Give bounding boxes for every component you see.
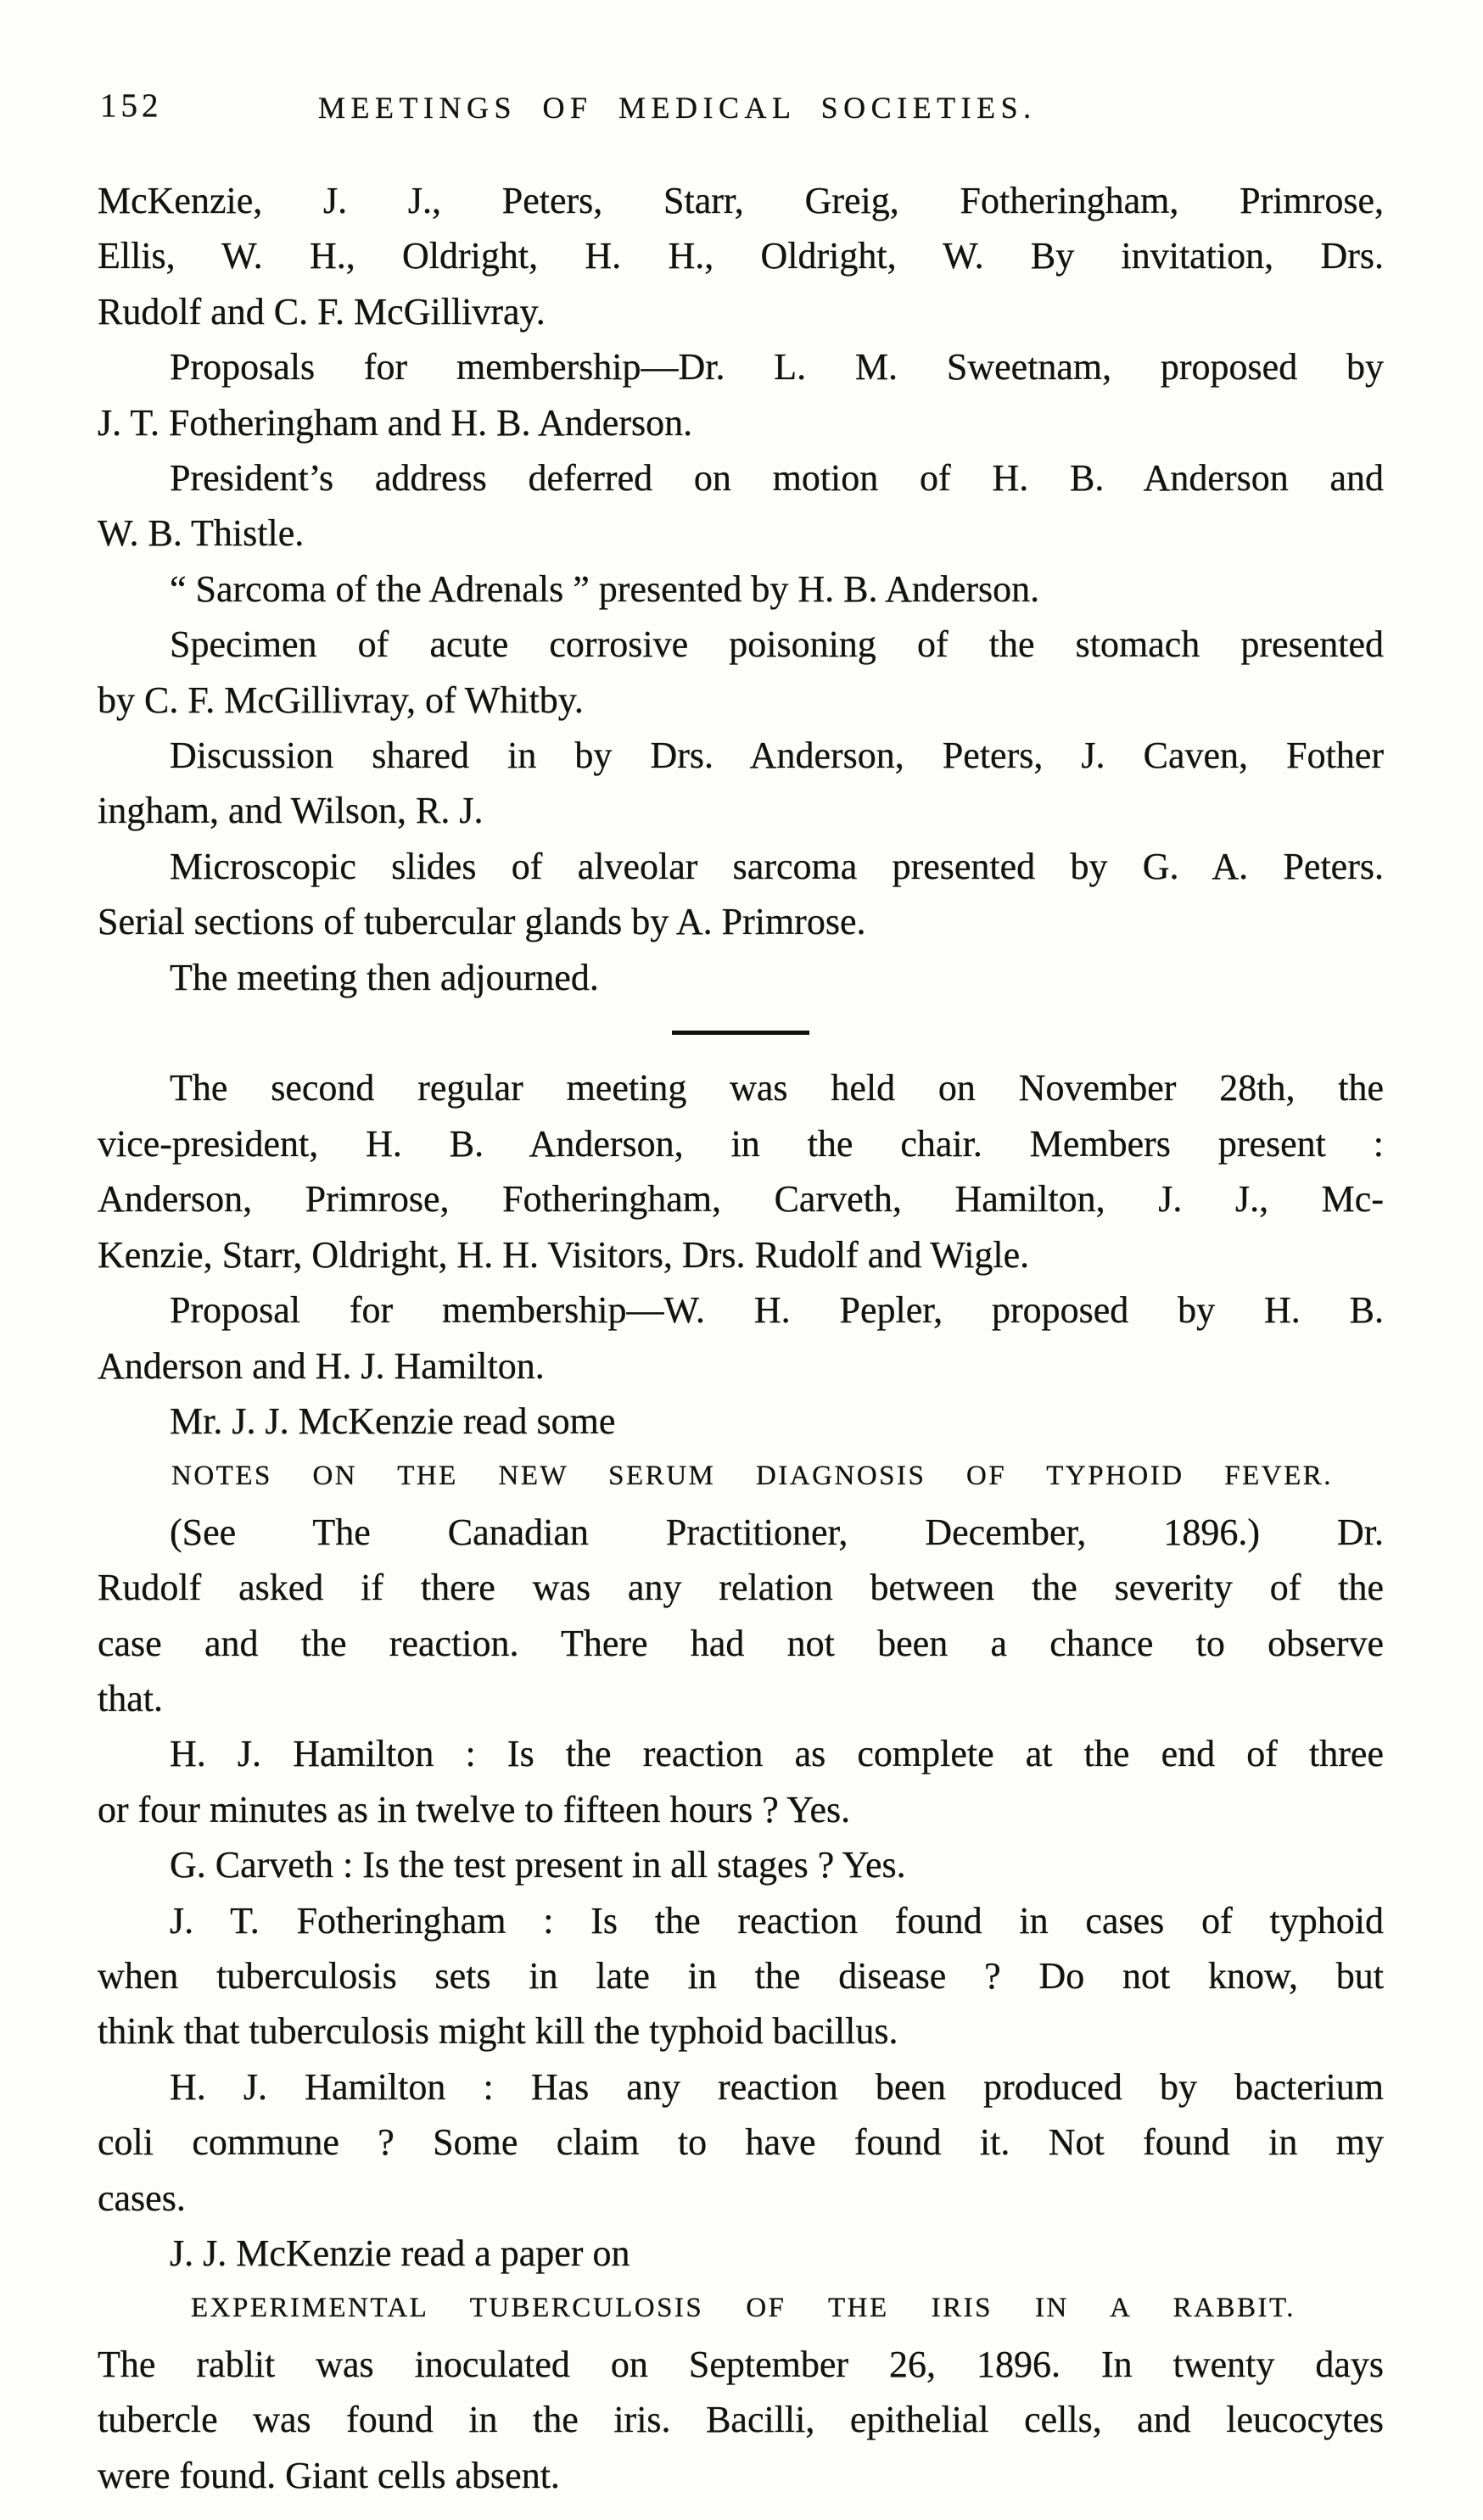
text-line: The meeting then adjourned. bbox=[170, 956, 599, 998]
text-line: Anderson, Primrose, Fotheringham, Carveth, Hamilton, J. J., Mc- bbox=[98, 1178, 1384, 1221]
text-line: Mr. J. J. McKenzie read some bbox=[170, 1400, 616, 1442]
text-line: The rablit was inoculated on September 26, 1896. In twenty days bbox=[98, 2343, 1384, 2385]
divider-rule bbox=[672, 1031, 809, 1035]
text-line: J. J. McKenzie read a paper on bbox=[170, 2232, 630, 2275]
text-line: Serial sections of tubercular glands by A. Primrose. bbox=[98, 901, 866, 943]
text-line: tubercle was found in the iris. Bacilli, epithelial cells, and leucocytes bbox=[98, 2399, 1384, 2441]
section-heading: EXPERIMENTAL TUBERCULOSIS OF THE IRIS IN A RABBIT. bbox=[191, 2293, 1296, 2324]
text-line: Discussion shared in by Drs. Anderson, Peters, J. Caven, Fother bbox=[170, 735, 1384, 777]
text-line: Proposal for membership—W. H. Pepler, proposed by H. B. bbox=[170, 1289, 1384, 1332]
text-line: “ Sarcoma of the Adrenals ” presented by H. B. Anderson. bbox=[170, 567, 1040, 610]
text-line: W. B. Thistle. bbox=[98, 512, 305, 555]
text-line: Anderson and H. J. Hamilton. bbox=[98, 1344, 545, 1387]
text-line: Rudolf and C. F. McGillivray. bbox=[98, 290, 546, 332]
running-header-title: MEETINGS OF MEDICAL SOCIETIES. bbox=[318, 91, 1037, 125]
text-line: G. Carveth : Is the test present in all stages ? Yes. bbox=[170, 1844, 906, 1886]
section-divider bbox=[98, 1005, 1384, 1060]
text-line: Microscopic slides of alveolar sarcoma presented by G. A. Peters. bbox=[170, 845, 1384, 887]
text-line: McKenzie, J. J., Peters, Starr, Greig, Fotheringham, Primrose, bbox=[98, 180, 1384, 221]
text-line: Proposals for membership—Dr. L. M. Sweetnam, proposed by bbox=[170, 346, 1384, 388]
text-line: when tuberculosis sets in late in the disease ? Do not know, but bbox=[98, 1954, 1384, 1997]
text-line: were found. Giant cells absent. bbox=[98, 2454, 560, 2496]
text-line: J. T. Fotheringham : Is the reaction found in cases of typhoid bbox=[170, 1899, 1384, 1942]
text-line: Specimen of acute corrosive poisoning of the stomach presented bbox=[170, 623, 1384, 666]
text-line: coli commune ? Some claim to have found it. Not found in my bbox=[98, 2121, 1384, 2164]
text-line: case and the reaction. There had not been a chance to observe bbox=[98, 1622, 1384, 1664]
section-heading: NOTES ON THE NEW SERUM DIAGNOSIS OF TYPHOID FEVER. bbox=[171, 1461, 1333, 1492]
text-line: (See The Canadian Practitioner, December, 1896.) Dr. bbox=[170, 1511, 1384, 1553]
text-line: H. J. Hamilton : Has any reaction been produced by bacterium bbox=[170, 2065, 1384, 2108]
text-line: by C. F. McGillivray, of Whitby. bbox=[98, 679, 584, 721]
text-line: or four minutes as in twelve to fifteen hours ? Yes. bbox=[98, 1788, 851, 1830]
text-line: President’s address deferred on motion of H. B. Anderson and bbox=[170, 457, 1384, 500]
text-line: think that tuberculosis might kill the typhoid bacillus. bbox=[98, 2010, 898, 2053]
text-line: J. T. Fotheringham and H. B. Anderson. bbox=[98, 401, 693, 444]
text-line: Rudolf asked if there was any relation between the severity of the bbox=[98, 1567, 1384, 1609]
text-line: vice-president, H. B. Anderson, in the chair. Members present : bbox=[98, 1122, 1384, 1165]
text-line: cases. bbox=[98, 2176, 186, 2219]
text-column bbox=[98, 173, 1384, 2503]
text-line: ingham, and Wilson, R. J. bbox=[98, 790, 484, 832]
text-line: that. bbox=[98, 1677, 163, 1719]
text-line: H. J. Hamilton : Is the reaction as complete at the end of three bbox=[170, 1733, 1384, 1775]
page-number: 152 bbox=[100, 87, 163, 124]
text-line: Kenzie, Starr, Oldright, H. H. Visitors, Drs. Rudolf and Wigle. bbox=[98, 1233, 1030, 1276]
text-line: Ellis, W. H., Oldright, H. H., Oldright, W. By invitation, Drs. bbox=[98, 235, 1384, 277]
text-line: The second regular meeting was held on November 28th, the bbox=[170, 1067, 1384, 1109]
